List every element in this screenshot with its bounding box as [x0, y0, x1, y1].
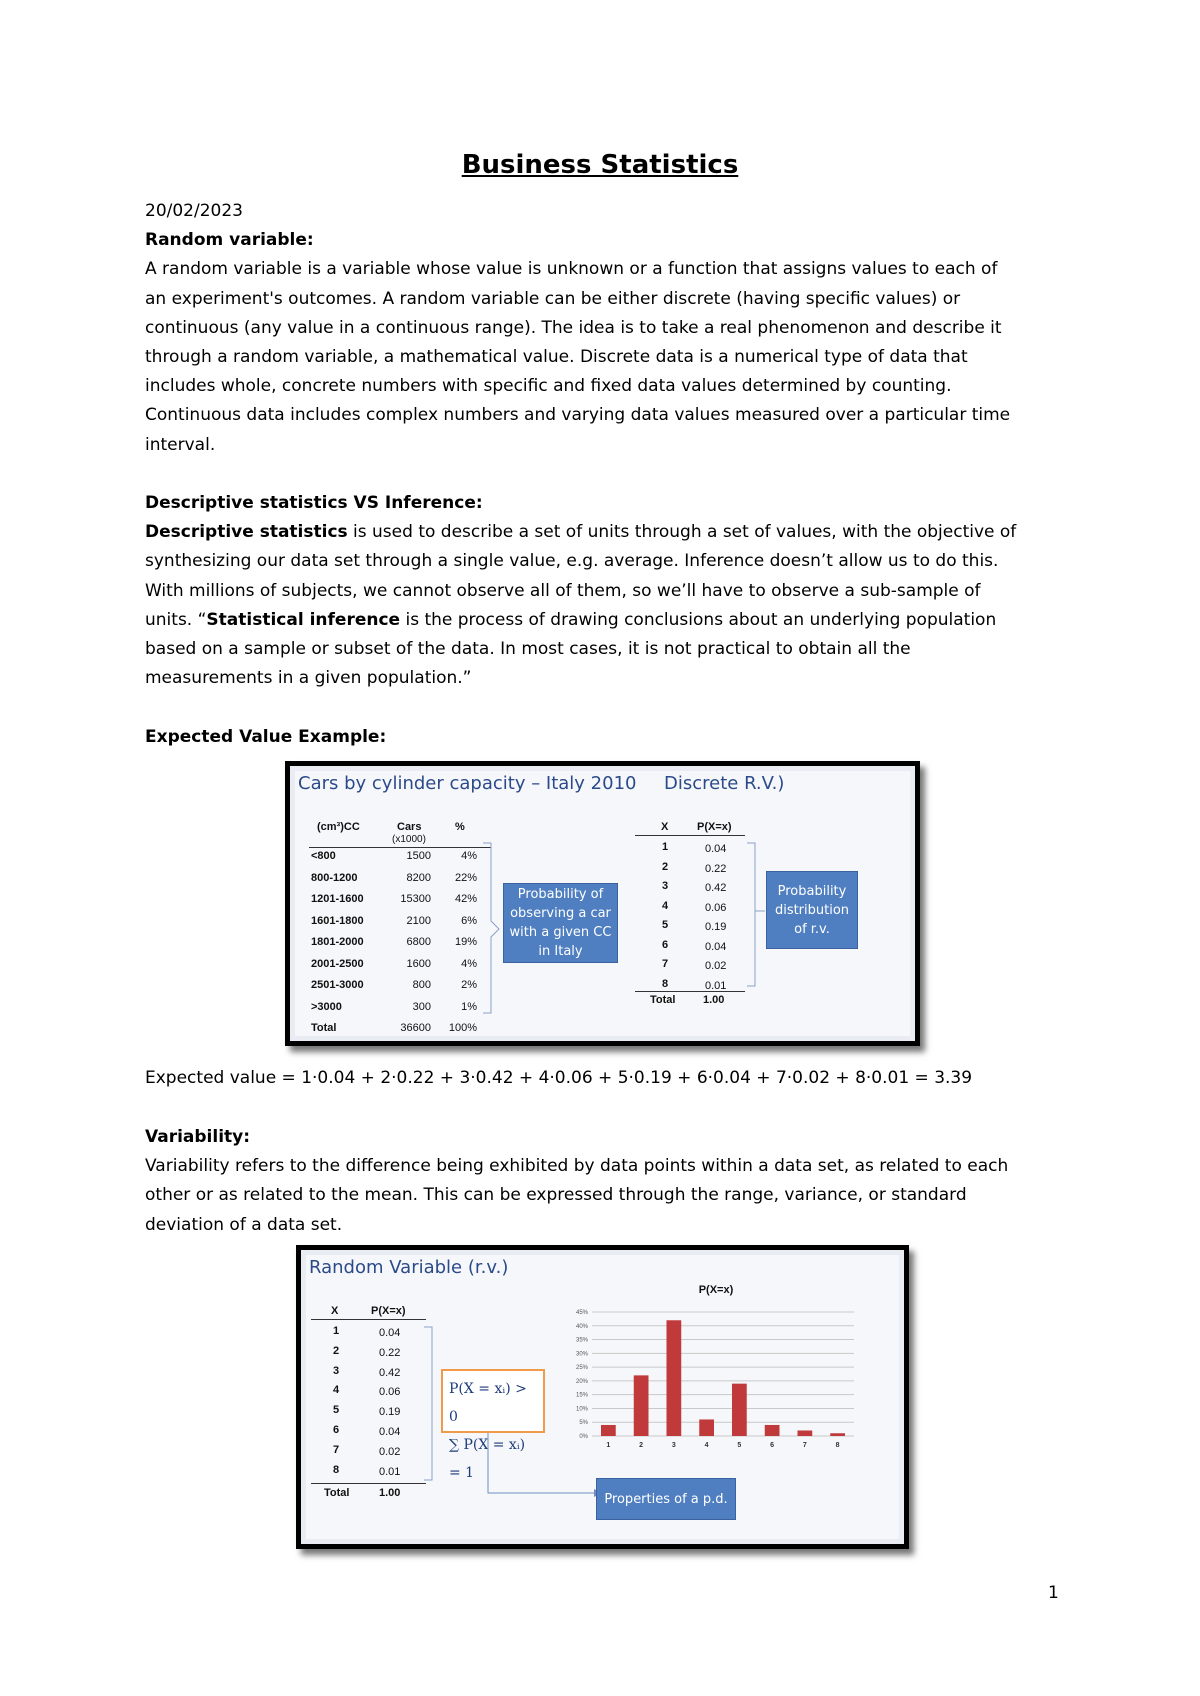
descriptive-section	[145, 489, 1065, 693]
table-cell: 0.06	[379, 1386, 401, 1399]
table-cell: 0.42	[379, 1366, 401, 1379]
table-cell: 7	[662, 958, 669, 970]
total-value: 1.00	[379, 1487, 401, 1499]
table-cell: 19%	[454, 936, 477, 948]
table-cell: 6%	[461, 914, 477, 927]
table-cell: 3	[333, 1364, 340, 1377]
bar	[601, 1425, 616, 1436]
page-number: 1	[1048, 1583, 1059, 1603]
table-cell: 2	[662, 860, 669, 873]
table-cell: 4%	[461, 850, 477, 862]
table-cell: 8	[333, 1463, 340, 1476]
chart-title: P(X=x)	[698, 1284, 734, 1296]
table-cell: 0.02	[705, 960, 727, 972]
y-tick-label: 15%	[575, 1392, 588, 1399]
x-tick-label: 6	[770, 1442, 775, 1449]
paragraph-line: through a random variable, a mathematical value. Discrete data is a numerical type of data that	[145, 347, 968, 368]
table-cell: 0.19	[379, 1406, 401, 1419]
table-cell: 0.22	[705, 862, 727, 875]
table-cell: 1600	[406, 957, 431, 970]
heading-variability: Variability:	[145, 1127, 251, 1147]
table-cell: 1	[333, 1325, 340, 1337]
table-rule	[635, 991, 745, 992]
table-cell: 6	[333, 1424, 340, 1436]
table-cell: 2100	[406, 914, 431, 927]
table-cell: 3	[662, 880, 669, 892]
table-cell: 0.01	[705, 979, 727, 992]
table-cell: <800	[311, 850, 336, 862]
heading-random-variable: Random variable:	[145, 230, 314, 251]
table-rule	[635, 835, 745, 836]
table-cell: 0.19	[705, 921, 727, 933]
table-cell: 2501-3000	[311, 979, 364, 991]
bar	[798, 1430, 813, 1436]
total-value: 1.00	[703, 994, 725, 1006]
paragraph-text: units. “	[145, 609, 207, 630]
x-tick-label: 7	[802, 1442, 807, 1449]
table-rule	[309, 847, 491, 848]
table-cell: 0.04	[705, 843, 727, 855]
col-header-px: P(X=x)	[371, 1305, 406, 1317]
y-tick-label: 5%	[579, 1420, 588, 1427]
table-cell: 100%	[448, 1022, 477, 1034]
table-cell: 0.22	[379, 1346, 401, 1359]
table-rule	[311, 1483, 426, 1484]
properties-box: Properties of a p.d.	[596, 1478, 736, 1520]
heading-descriptive: Descriptive statistics VS Inference:	[145, 493, 483, 513]
table-cell: 36600	[400, 1022, 431, 1034]
paragraph-line: an experiment's outcomes. A random variable can be either discrete (having specific values) or	[145, 288, 961, 309]
table-cell: 1201-1600	[311, 893, 364, 905]
col-header-cars-sub: (x1000)	[392, 834, 426, 845]
table-cell: 800-1200	[311, 871, 358, 884]
paragraph-line: measurements in a given population.”	[145, 668, 472, 689]
table-cell: 2	[333, 1344, 340, 1357]
paragraph-text: is the process of drawing conclusions about an underlying population	[400, 609, 997, 630]
term-statistical-inference: Statistical inference	[206, 609, 401, 630]
y-tick-label: 20%	[575, 1378, 588, 1385]
page-title: Business Statistics	[461, 150, 739, 180]
table-cell: 5	[662, 919, 669, 931]
table-cell: 0.04	[379, 1327, 401, 1339]
paragraph-line: other or as related to the mean. This can be expressed through the range, variance, or standard	[145, 1185, 967, 1206]
table-cell: 15300	[400, 893, 431, 905]
x-tick-label: 4	[704, 1442, 709, 1449]
col-header-pct: %	[455, 821, 465, 833]
variability-section	[145, 1123, 1065, 1240]
x-tick-label: 2	[639, 1442, 644, 1449]
chart-x-labels	[606, 1442, 839, 1449]
col-header-px: P(X=x)	[697, 821, 732, 833]
y-tick-label: 35%	[575, 1337, 588, 1344]
paragraph-line: A random variable is a variable whose value is unknown or a function that assigns values to each of	[145, 259, 998, 280]
total-label: Total	[650, 994, 676, 1006]
table-cell: 22%	[454, 871, 477, 884]
x-tick-label: 5	[737, 1442, 742, 1449]
bar	[699, 1419, 714, 1436]
table-cell: 2001-2500	[311, 957, 364, 970]
bar	[732, 1384, 747, 1436]
col-header-x: X	[331, 1305, 339, 1317]
paragraph-line: deviation of a data set.	[145, 1214, 343, 1235]
col-header-x: X	[661, 821, 669, 833]
table-cell: 4%	[461, 957, 477, 970]
y-tick-label: 40%	[575, 1323, 588, 1330]
slide1-title: Cars by cylinder capacity – Italy 2010	[298, 773, 637, 794]
x-tick-label: 3	[671, 1442, 676, 1449]
paragraph-line	[145, 606, 1065, 635]
paragraph-line: Continuous data includes complex numbers and varying data values measured over a particular time	[145, 405, 1011, 426]
table-cell: 2%	[461, 979, 477, 991]
table-cell: 0.04	[379, 1426, 401, 1438]
table-cell: 6	[662, 938, 669, 951]
formula-line: P(X = xᵢ) > 0	[449, 1381, 527, 1425]
table-cell: 8	[662, 977, 669, 990]
paragraph-line: Variability refers to the difference being exhibited by data points within a data set, as related to each	[145, 1156, 1009, 1177]
col-header-cc: (cm³)CC	[317, 821, 360, 833]
table-cell: 42%	[454, 893, 477, 905]
col-header-cars: Cars	[397, 821, 422, 833]
x-tick-label: 8	[835, 1442, 840, 1449]
table-cell: 5	[333, 1404, 340, 1417]
paragraph-text: is used to describe a set of units through a set of values, with the objective of	[347, 522, 1017, 543]
paragraph-line: synthesizing our data set through a single value, e.g. average. Inference doesn’t allow us to do this.	[145, 551, 999, 572]
paragraph-line: based on a sample or subset of the data. In most cases, it is not practical to obtain all the	[145, 639, 911, 660]
table-cell: 8200	[406, 871, 431, 884]
slide2-title: Random Variable (r.v.)	[309, 1257, 509, 1278]
table-cell: 7	[333, 1443, 340, 1456]
table-cell: 0.01	[379, 1465, 401, 1478]
random-variable-section	[145, 197, 1065, 460]
bar	[765, 1425, 780, 1436]
paragraph-line: With millions of subjects, we cannot observe all of them, so we’ll have to observe a sub-sample of	[145, 580, 981, 601]
bar	[830, 1433, 845, 1436]
table-cell: 4	[662, 899, 669, 912]
y-tick-label: 25%	[575, 1365, 588, 1372]
paragraph-line: continuous (any value in a continuous range). The idea is to take a real phenomenon and describe it	[145, 317, 1002, 338]
slide1-title-right: Discrete R.V.)	[664, 773, 785, 794]
table-cell: 800	[412, 979, 431, 991]
table-cell: 1801-2000	[311, 936, 364, 948]
heading-expected-value: Expected Value Example:	[145, 727, 387, 747]
info-box-probability: Probability of observing a car with a given CC in Italy	[503, 883, 618, 963]
bar	[634, 1375, 649, 1436]
y-tick-label: 30%	[575, 1351, 588, 1358]
table-rule	[311, 1319, 426, 1320]
table-cell: >3000	[311, 1000, 342, 1013]
table-cell: 0.04	[705, 940, 727, 953]
table-cell: 1500	[406, 850, 431, 862]
paragraph-line	[145, 518, 1065, 547]
table-cell: 1%	[461, 1000, 477, 1013]
x-tick-label: 1	[606, 1442, 611, 1449]
bar-chart	[556, 1280, 856, 1460]
date: 20/02/2023	[145, 201, 243, 221]
y-tick-label: 10%	[575, 1406, 588, 1413]
info-box-distribution: Probability distribution of r.v.	[766, 871, 858, 949]
table-cell: 0.42	[705, 882, 727, 894]
expected-value-formula: Expected value = 1·0.04 + 2·0.22 + 3·0.42 + 4·0.06 + 5·0.19 + 6·0.04 + 7·0.02 + 8·0.01 = 3.39	[145, 1068, 973, 1088]
table-cell: 6800	[406, 936, 431, 948]
slide-random-variable	[296, 1245, 909, 1549]
term-descriptive-statistics: Descriptive statistics	[145, 522, 348, 543]
table-cell: 0.02	[379, 1445, 401, 1458]
slide-cars-by-cc	[285, 761, 920, 1046]
formula-line: ∑ P(X = xᵢ) = 1	[449, 1437, 526, 1481]
chart-grid	[576, 1310, 854, 1440]
formula-box	[441, 1369, 545, 1481]
table-cell: 1	[662, 841, 669, 853]
table-cell: 300	[412, 1000, 431, 1013]
table-cell: 1601-1800	[311, 914, 364, 927]
chart-bars	[601, 1320, 845, 1436]
table-cell: 0.06	[705, 901, 727, 914]
y-tick-label: 45%	[575, 1310, 588, 1316]
paragraph-line: includes whole, concrete numbers with specific and fixed data values determined by counting.	[145, 376, 952, 397]
total-label: Total	[324, 1487, 350, 1499]
bar	[667, 1320, 682, 1436]
paragraph-line: interval.	[145, 434, 216, 455]
y-tick-label: 0%	[579, 1434, 588, 1440]
table-cell: Total	[311, 1022, 337, 1034]
table-cell: 4	[333, 1384, 340, 1397]
